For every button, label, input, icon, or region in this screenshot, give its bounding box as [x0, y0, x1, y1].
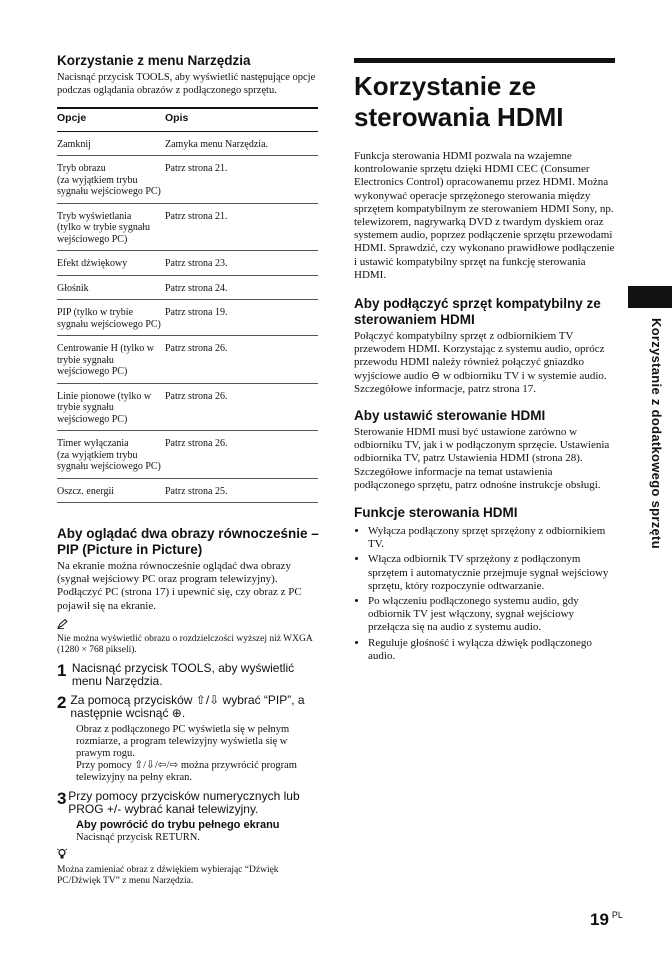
section-sidebar-label: Korzystanie z dodatkowego sprzętu: [649, 318, 664, 549]
option-name-cell: Tryb wyświetlania (tylko w trybie sygnału wejściowego PC): [57, 203, 165, 251]
step-text: Przy pomocy przycisków numerycznych lub PROG +/- wybrać kanał telewizyjny.: [68, 788, 300, 816]
list-item: • Reguluje głośność i wyłącza dźwięk podłączonego audio.: [368, 637, 615, 663]
pip-note: [57, 616, 319, 656]
pip-section-title: Aby oglądać dwa obrazy równocześnie – PIP (Picture in Picture): [57, 526, 319, 557]
table-row: [57, 431, 318, 479]
connect-section-title: Aby podłączyć sprzęt kompatybilny ze sterowaniem HDMI: [354, 296, 601, 328]
option-name-cell: PIP (tylko w trybie sygnału wejściowego PC): [57, 300, 165, 336]
pip-note-text: Nie można wyświetlić obrazu o rozdzielczości wyższej niż WXGA (1280 × 768 pikseli).: [57, 633, 313, 655]
step-text: Za pomocą przycisków ⇧/⇩ wybrać “PIP”, a następnie wcisnąć ⊕.: [70, 692, 305, 720]
return-fullscreen-text: Nacisnąć przycisk RETURN.: [76, 831, 200, 843]
option-name-cell: Głośnik: [57, 275, 165, 300]
step-3: [57, 790, 319, 816]
option-name-cell: Efekt dźwiękowy: [57, 251, 165, 276]
page-language: PL: [611, 910, 623, 920]
setup-text: Sterowanie HDMI musi być ustawione zarówno w odbiorniku TV, jak i w podłączonym sprzęcie. Ustawienia odbiornika TV, patrz Ustawienia HDMI (strona 28). Szczegółowe informacje na temat ustawienia podłączonego sprzętu, patrz odnośne instrukcje obsługi.: [354, 426, 610, 491]
setup-section-title: Aby ustawić sterowanie HDMI: [354, 408, 546, 424]
option-name-cell: Centrowanie H (tylko w trybie sygnału wejściowego PC): [57, 336, 165, 384]
step-number: 1: [57, 660, 67, 680]
main-title: Korzystanie ze sterowania HDMI: [354, 71, 564, 132]
table-row: [57, 156, 318, 204]
step-1: [57, 662, 319, 688]
option-name-cell: Timer wyłączania (za wyjątkiem trybu sygnału wejściowego PC): [57, 431, 165, 479]
option-description-cell: Patrz strona 21.: [165, 203, 318, 251]
option-description-cell: Patrz strona 21.: [165, 156, 318, 204]
table-row: [57, 300, 318, 336]
table-row: [57, 131, 318, 156]
tip-bulb-icon: [57, 848, 67, 860]
option-name-cell: Oszcz. energii: [57, 478, 165, 503]
section-tab-marker: [628, 286, 672, 308]
tip-text: Można zamieniać obraz z dźwiękiem wybierając “Dźwięk PC/Dźwięk TV” z menu Narzędzia.: [57, 864, 279, 886]
options-table: [57, 107, 318, 503]
option-name-cell: Linie pionowe (tylko w trybie sygnału wejściowego PC): [57, 383, 165, 431]
list-item: • Po włączeniu podłączonego systemu audio, gdy odbiornik TV jest włączony, sygnał wejściowy przełącza się na audio z systemu audio.: [368, 595, 615, 635]
table-header-row: [57, 108, 318, 131]
option-description-cell: Zamyka menu Narzędzia.: [165, 131, 318, 156]
tip-block: [57, 847, 319, 887]
pip-intro: Na ekranie można równocześnie oglądać dwa obrazy (sygnał wejściowy PC oraz program telewizyjny). Podłączyć PC (strona 17) i upewnić się, czy obraz z PC pojawił się na ekranie.: [57, 560, 302, 612]
table-row: [57, 383, 318, 431]
menu-section-title: Korzystanie z menu Narzędzia: [57, 53, 251, 68]
functions-list: [354, 525, 615, 663]
left-column: [57, 53, 319, 887]
hdmi-intro: Funkcja sterowania HDMI pozwala na wzajemne kontrolowanie sprzętu dzięki HDMI CEC (Consumer Electronics Control) opracowanemu przez HDMI. Można wykonywać operacje sprzężonego sterowania między sprzętem kompatybilnym ze sterowaniem HDMI Sony, np. telewizorem, nagrywarką DVD z twardym dyskiem oraz systemem audio, poprzez podłączenie sprzętu przewodami HDMI. Sprawdzić, czy wykonano prawidłowe podłączenie i ustawić kompatybilny sprzęt na funkcję sterowania HDMI.: [354, 150, 615, 281]
option-description-cell: Patrz strona 26.: [165, 336, 318, 384]
option-description-cell: Patrz strona 25.: [165, 478, 318, 503]
option-description-cell: Patrz strona 19.: [165, 300, 318, 336]
return-fullscreen-heading: Aby powrócić do trybu pełnego ekranu: [76, 818, 280, 831]
connect-text: Połączyć kompatybilny sprzęt z odbiornikiem TV przewodem HDMI. Korzystając z systemu audio, oprócz przewodu HDMI należy również połączyć gniazdko wyjściowe audio ⊖ w odbiorniku TV i w systemie audio. Szczegółowe informacje, patrz strona 17.: [354, 330, 607, 395]
option-description-cell: Patrz strona 26.: [165, 383, 318, 431]
step-2-note: Obraz z podłączonego PC wyświetla się w pełnym rozmiarze, a program telewizyjny wyświetla się w prawym rogu. Przy pomocy ⇧/⇩/⇦/⇨ można przywrócić program telewizyjny na pełny ekran.: [76, 723, 297, 783]
functions-section-title: Funkcje sterowania HDMI: [354, 505, 518, 521]
list-item: • Wyłącza podłączony sprzęt sprzężony z odbiornikiem TV.: [368, 525, 615, 551]
right-column: [354, 58, 615, 665]
column-header-options: Opcje: [57, 108, 165, 131]
page-number: 19 $^{PL}$: [590, 910, 623, 929]
step-number: 2: [57, 692, 67, 712]
option-description-cell: Patrz strona 26.: [165, 431, 318, 479]
step-number: 3: [57, 788, 67, 808]
menu-intro: Nacisnąć przycisk TOOLS, aby wyświetlić następujące opcje podczas oglądania obrazów z podłączonego sprzętu.: [57, 72, 316, 96]
note-pencil-icon: [57, 619, 69, 629]
step-2: [57, 694, 319, 720]
option-name-cell: Tryb obrazu (za wyjątkiem trybu sygnału wejściowego PC): [57, 156, 165, 204]
table-row: [57, 275, 318, 300]
option-description-cell: Patrz strona 23.: [165, 251, 318, 276]
step-text: Nacisnąć przycisk TOOLS, aby wyświetlić menu Narzędzia.: [71, 660, 295, 688]
column-header-description: Opis: [165, 108, 318, 131]
table-row: [57, 336, 318, 384]
option-name-cell: Zamknij: [57, 131, 165, 156]
table-row: [57, 203, 318, 251]
title-rule: [354, 58, 615, 63]
table-row: [57, 478, 318, 503]
list-item: • Włącza odbiornik TV sprzężony z podłączonym sprzętem i automatycznie przejmuje sygnał wejściowy sprzętu, który rozpoczynie odtwarzanie.: [368, 553, 615, 593]
option-description-cell: Patrz strona 24.: [165, 275, 318, 300]
table-row: [57, 251, 318, 276]
